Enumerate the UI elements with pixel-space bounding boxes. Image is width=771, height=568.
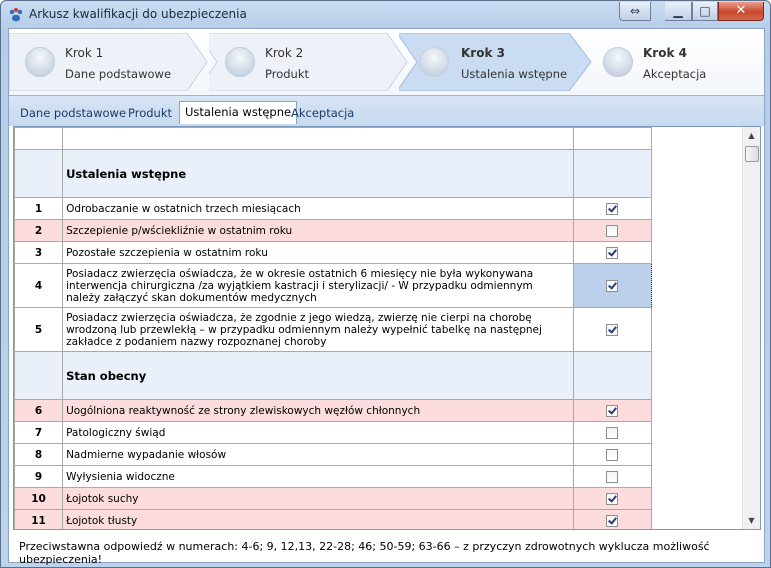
row-number: 9 [15, 466, 63, 488]
row-number: 2 [15, 220, 63, 242]
table-row[interactable] [15, 264, 652, 308]
step-number: Krok 3 [461, 46, 505, 60]
wizard-step-4[interactable] [587, 29, 764, 95]
question-text: Wyłysienia widoczne [63, 466, 574, 488]
paw-icon [8, 7, 24, 23]
answer-cell[interactable] [573, 198, 651, 220]
row-number: 7 [15, 422, 63, 444]
section-row[interactable] [15, 150, 652, 198]
question-text: Pozostałe szczepienia w ostatnim roku [63, 242, 574, 264]
answer-cell[interactable] [573, 488, 651, 510]
table-row[interactable] [15, 466, 652, 488]
step-name: Akceptacja [643, 67, 707, 81]
answer-checkbox[interactable] [606, 247, 618, 259]
answer-cell [573, 150, 651, 198]
restore-arrows-icon: ⇔ [629, 4, 641, 18]
vertical-scrollbar[interactable] [742, 127, 760, 529]
maximize-button[interactable] [692, 2, 718, 21]
question-text: Nadmierne wypadanie włosów [63, 444, 574, 466]
wizard-step-2[interactable] [209, 29, 409, 95]
minimize-button[interactable] [665, 2, 692, 21]
section-title: Stan obecny [63, 352, 574, 400]
questions-grid[interactable] [13, 126, 761, 530]
step-number: Krok 1 [65, 46, 104, 60]
header-cell [63, 128, 574, 150]
row-number: 6 [15, 400, 63, 422]
answer-checkbox[interactable] [606, 427, 618, 439]
row-number: 3 [15, 242, 63, 264]
tab-ustalenia-wstepne[interactable]: Ustalenia wstępne [179, 101, 297, 124]
answer-checkbox[interactable] [606, 324, 618, 336]
step-number: Krok 4 [643, 46, 687, 60]
questions-table [14, 127, 652, 530]
answer-cell [573, 352, 651, 400]
answer-checkbox[interactable] [606, 449, 618, 461]
answer-checkbox[interactable] [606, 225, 618, 237]
question-text: Łojotok suchy [63, 488, 574, 510]
answer-cell[interactable] [573, 264, 651, 308]
answer-checkbox[interactable] [606, 203, 618, 215]
row-number: 4 [15, 264, 63, 308]
answer-cell[interactable] [573, 466, 651, 488]
answer-cell[interactable] [573, 400, 651, 422]
question-text: Uogólniona reaktywność ze strony zlewiskowych węzłów chłonnych [63, 400, 574, 422]
wizard-step-1[interactable] [9, 29, 209, 95]
arrow-up-icon[interactable]: ▲ [748, 131, 755, 140]
arrow-down-icon[interactable]: ▼ [748, 516, 755, 525]
answer-cell[interactable] [573, 444, 651, 466]
question-text: Patologiczny świąd [63, 422, 574, 444]
row-number [15, 352, 63, 400]
question-text: Łojotok tłusty [63, 510, 574, 531]
client-area [8, 28, 765, 566]
wizard-steps [9, 29, 764, 96]
row-number: 1 [15, 198, 63, 220]
row-number: 11 [15, 510, 63, 531]
step-circle-icon [25, 47, 55, 77]
tab-strip [9, 96, 764, 126]
tab-dane-podstawowe[interactable]: Dane podstawowe [20, 106, 127, 120]
answer-cell[interactable] [573, 242, 651, 264]
table-row[interactable] [15, 422, 652, 444]
scroll-thumb[interactable] [745, 146, 759, 162]
table-row[interactable] [15, 400, 652, 422]
section-title: Ustalenia wstępne [63, 150, 574, 198]
tab-produkt[interactable]: Produkt [128, 106, 173, 120]
header-row [15, 128, 652, 150]
question-text: Odrobaczanie w ostatnich trzech miesiącach [63, 198, 574, 220]
title-bar[interactable] [1, 1, 770, 27]
table-row[interactable] [15, 488, 652, 510]
window-title: Arkusz kwalifikacji do ubezpieczenia [29, 7, 247, 21]
row-number: 5 [15, 308, 63, 352]
answer-checkbox[interactable] [606, 515, 618, 527]
table-row[interactable] [15, 220, 652, 242]
step-name: Ustalenia wstępne [461, 67, 568, 81]
table-row[interactable] [15, 444, 652, 466]
maximize-icon: □ [699, 4, 711, 18]
step-circle-icon [603, 47, 633, 77]
restore-arrows-button[interactable] [619, 2, 651, 21]
answer-cell[interactable] [573, 510, 651, 531]
answer-cell[interactable] [573, 422, 651, 444]
section-row[interactable] [15, 352, 652, 400]
row-number: 8 [15, 444, 63, 466]
question-text: Posiadacz zwierzęcia oświadcza, że w okresie ostatnich 6 miesięcy nie była wykonywana interwencja chirurgiczna /za wyjątkiem kastracji i sterylizacji/ - W przypadku odmiennym należy załączyć skan dokumentów medycznych [63, 264, 574, 308]
step-circle-icon [419, 47, 449, 77]
step-number: Krok 2 [265, 46, 304, 60]
answer-cell[interactable] [573, 308, 651, 352]
answer-checkbox[interactable] [606, 280, 618, 292]
step-name: Produkt [265, 67, 310, 81]
answer-cell[interactable] [573, 220, 651, 242]
answer-checkbox[interactable] [606, 471, 618, 483]
footer-note [9, 531, 764, 566]
footer-text: Przeciwstawna odpowiedź w numerach: 4-6; 9, 12,13, 22-28; 46; 50-59; 63-66 – z przyczyn zdrowotnych wyklucza możliwość ubezpieczenia! [19, 540, 710, 566]
step-circle-icon [225, 47, 255, 77]
tab-akceptacja[interactable]: Akceptacja [291, 106, 355, 120]
close-button[interactable] [718, 2, 764, 21]
table-row[interactable] [15, 308, 652, 352]
table-row[interactable] [15, 242, 652, 264]
table-row[interactable] [15, 198, 652, 220]
table-row[interactable] [15, 510, 652, 531]
row-number [15, 150, 63, 198]
header-cell [573, 128, 651, 150]
step-name: Dane podstawowe [65, 67, 172, 81]
wizard-step-3[interactable] [399, 29, 599, 95]
question-text: Posiadacz zwierzęcia oświadcza, że zgodnie z jego wiedzą, zwierzę nie cierpi na chorobę wrodzoną lub przewlekłą – w przypadku odmiennym należy wypełnić tabelkę na następnej zakładce z podaniem nazwy rozpoznanej choroby [63, 308, 574, 352]
answer-checkbox[interactable] [606, 405, 618, 417]
answer-checkbox[interactable] [606, 493, 618, 505]
header-cell [15, 128, 63, 150]
close-icon: ✕ [735, 3, 747, 18]
minimize-icon: ▁ [673, 4, 683, 18]
row-number: 10 [15, 488, 63, 510]
question-text: Szczepienie p/wściekliźnie w ostatnim roku [63, 220, 574, 242]
